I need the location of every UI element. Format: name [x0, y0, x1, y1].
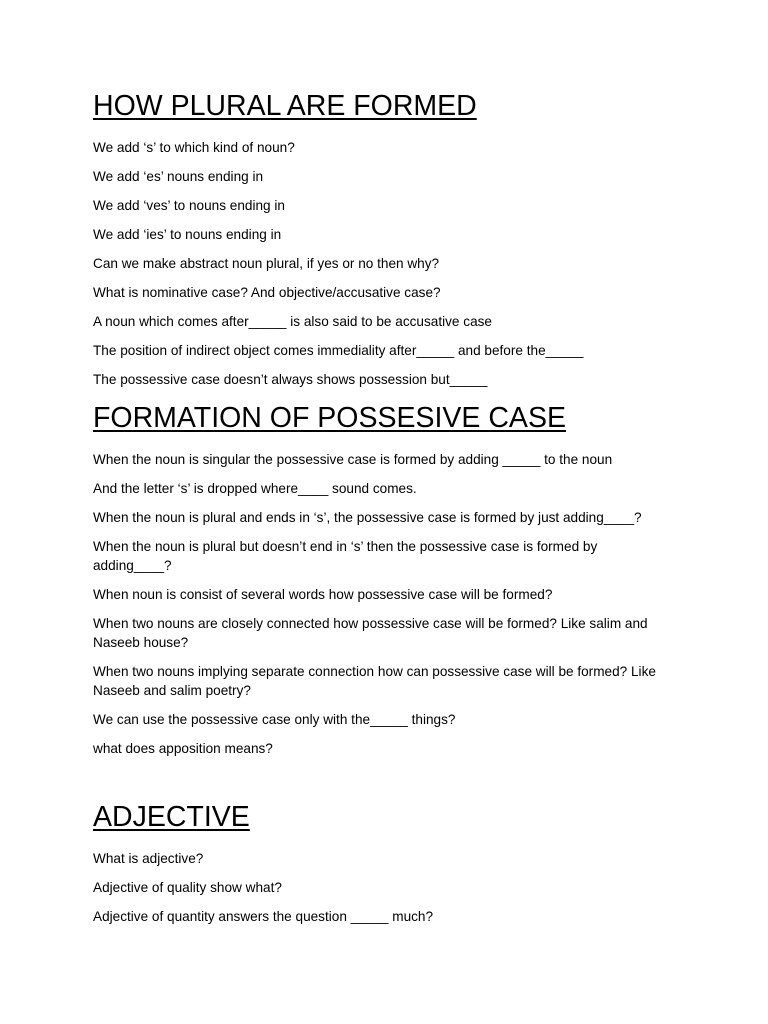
question-line: The position of indirect object comes immediality after_____ and before the_____ [93, 343, 584, 358]
question-line: Adjective of quantity answers the question _____ much? [93, 909, 434, 924]
question-line: When two nouns are closely connected how possessive case will be formed? Like salim and Naseeb house? [93, 616, 648, 650]
question-line: And the letter ‘s’ is dropped where____ sound comes. [93, 481, 417, 496]
section-heading-adjective: ADJECTIVE [93, 801, 250, 833]
question-line: What is adjective? [93, 851, 204, 866]
question-line: We add ‘s’ to which kind of noun? [93, 140, 295, 155]
question-line: When the noun is plural and ends in ‘s’, the possessive case is formed by just adding____? [93, 510, 642, 525]
question-line: A noun which comes after_____ is also said to be accusative case [93, 314, 492, 329]
question-line: When the noun is singular the possessive case is formed by adding _____ to the noun [93, 452, 613, 467]
question-line: Can we make abstract noun plural, if yes or no then why? [93, 256, 440, 271]
question-line: The possessive case doesn’t always shows possession but_____ [93, 372, 488, 387]
question-line: We add ‘es’ nouns ending in [93, 169, 264, 184]
question-line: Adjective of quality show what? [93, 880, 282, 895]
question-line: When the noun is plural but doesn’t end in ‘s’ then the possessive case is formed by adding____? [93, 539, 598, 573]
section-heading-plural: HOW PLURAL ARE FORMED [93, 90, 477, 122]
question-line: What is nominative case? And objective/accusative case? [93, 285, 441, 300]
section-heading-possessive: FORMATION OF POSSESIVE CASE [93, 402, 566, 434]
question-line: We add ‘ies’ to nouns ending in [93, 227, 282, 242]
question-line: We add ‘ves’ to nouns ending in [93, 198, 285, 213]
question-line: When two nouns implying separate connection how can possessive case will be formed? Like Naseeb and salim poetry? [93, 664, 656, 698]
question-line: When noun is consist of several words how possessive case will be formed? [93, 587, 553, 602]
question-line: We can use the possessive case only with the_____ things? [93, 712, 456, 727]
question-line: what does apposition means? [93, 741, 273, 756]
